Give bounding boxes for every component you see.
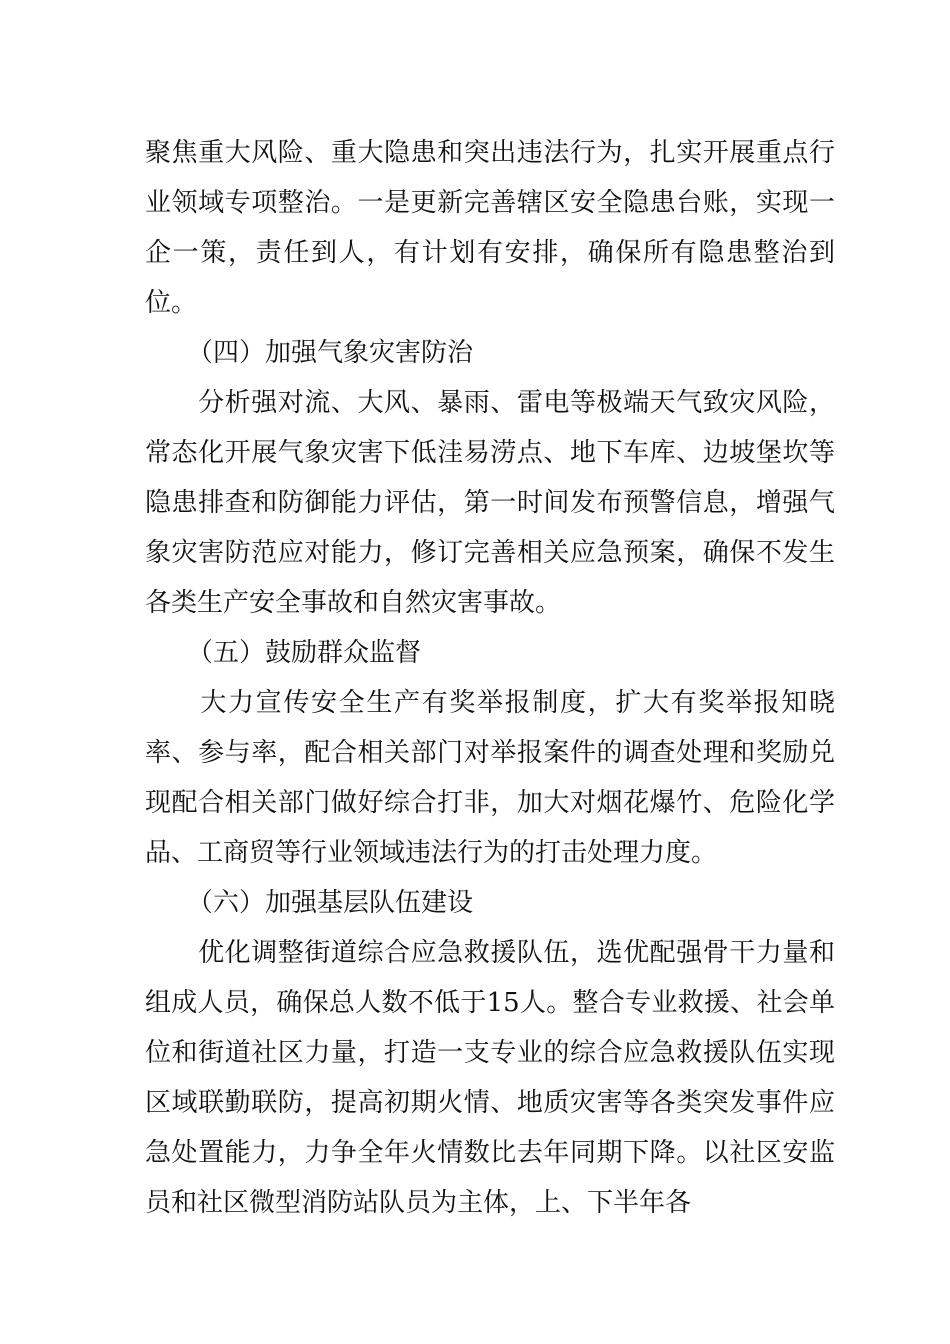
paragraph-grassroots-team: 优化调整街道综合应急救援队伍，选优配强骨干力量和组成人员，确保总人数不低于15人。整合专业救援、社会单位和街道社区力量，打造一支专业的综合应急救援队伍实现区域联勤联防，提高初期火情、地质灾害等各类突发事件应急处置能力，力争全年火情数比去年同期下降。以社区安监员和社区微型消防站队员为主体，上、下半年各 [145,938,835,1218]
heading-meteorological-disaster: （四）加强气象灾害防治 [187,338,474,368]
document-body [145,128,835,1228]
paragraph-meteorological-disaster: 分析强对流、大风、暴雨、雷电等极端天气致灾风险，常态化开展气象灾害下低洼易涝点、地下车库、边坡堡坎等隐患排查和防御能力评估，第一时间发布预警信息，增强气象灾害防范应对能力，修订完善相关应急预案，确保不发生各类生产安全事故和自然灾害事故。 [145,388,835,618]
paragraph-special-rectification: 聚焦重大风险、重大隐患和突出违法行为，扎实开展重点行业领域专项整治。一是更新完善辖区安全隐患台账，实现一企一策，责任到人，有计划有安排，确保所有隐患整治到位。 [145,138,835,318]
heading-grassroots-team: （六）加强基层队伍建设 [187,888,474,918]
heading-public-supervision: （五）鼓励群众监督 [187,638,422,668]
paragraph-public-supervision: 大力宣传安全生产有奖举报制度，扩大有奖举报知晓率、参与率，配合相关部门对举报案件的调查处理和奖励兑现配合相关部门做好综合打非，加大对烟花爆竹、危险化学品、工商贸等行业领域违法行为的打击处理力度。 [145,688,835,868]
